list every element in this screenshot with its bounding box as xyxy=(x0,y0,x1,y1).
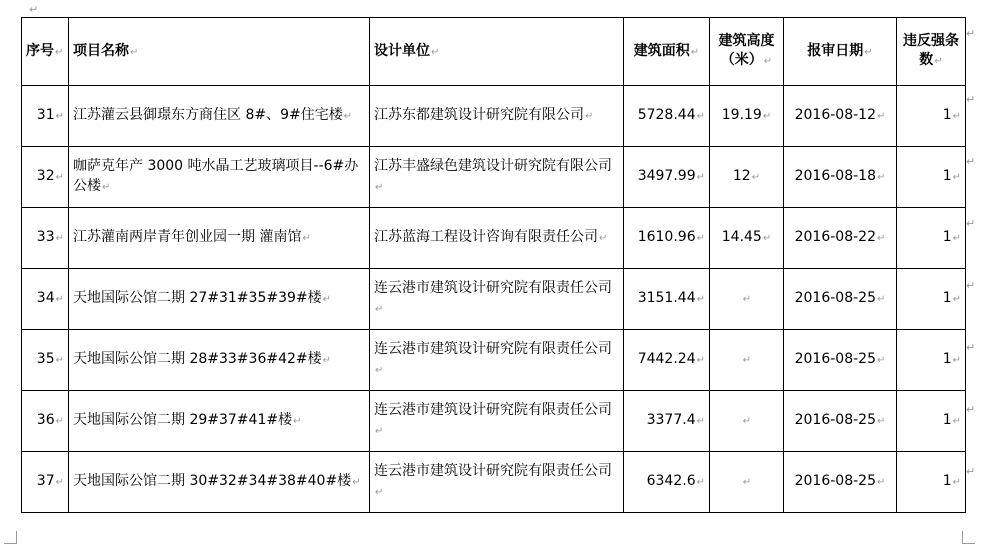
table-row xyxy=(22,147,966,208)
table-row xyxy=(22,452,966,513)
cell-date: 2016-08-25↵ xyxy=(784,452,897,513)
paragraph-mark-top: ↵ xyxy=(29,3,39,16)
cell-area: 3377.4↵ xyxy=(624,391,710,452)
table-row xyxy=(22,269,966,330)
cell-area: 7442.24↵ xyxy=(624,330,710,391)
row-end-mark: ↵ xyxy=(966,403,976,416)
cell-area: 1610.96↵ xyxy=(624,208,710,269)
row-end-mark: ↵ xyxy=(966,279,976,292)
cell-violations: 1↵ xyxy=(897,208,966,269)
header-violations: 违反强条数↵ xyxy=(897,18,966,86)
row-end-mark: ↵ xyxy=(966,341,976,354)
table-row xyxy=(22,330,966,391)
header-project: 项目名称↵ xyxy=(69,18,370,86)
cell-designer: 连云港市建筑设计研究院有限责任公司↵ xyxy=(370,452,624,513)
cell-project: 天地国际公馆二期 28#33#36#42#楼↵ xyxy=(69,330,370,391)
cell-date: 2016-08-25↵ xyxy=(784,391,897,452)
cell-date: 2016-08-18↵ xyxy=(784,147,897,208)
cell-violations: 1↵ xyxy=(897,391,966,452)
cell-project: 天地国际公馆二期 30#32#34#38#40#楼↵ xyxy=(69,452,370,513)
cell-designer: 连云港市建筑设计研究院有限责任公司↵ xyxy=(370,330,624,391)
header-date: 报审日期↵ xyxy=(784,18,897,86)
cell-area: 6342.6↵ xyxy=(624,452,710,513)
row-end-mark: ↵ xyxy=(966,93,976,106)
cell-designer: 连云港市建筑设计研究院有限责任公司↵ xyxy=(370,269,624,330)
cell-designer: 连云港市建筑设计研究院有限责任公司↵ xyxy=(370,391,624,452)
review-table xyxy=(21,17,966,513)
cell-date: 2016-08-12↵ xyxy=(784,86,897,147)
cell-height: 14.45↵ xyxy=(710,208,784,269)
cell-violations: 1↵ xyxy=(897,452,966,513)
cell-no: 34↵ xyxy=(22,269,69,330)
cell-designer: 江苏蓝海工程设计咨询有限责任公司↵ xyxy=(370,208,624,269)
cell-no: 32↵ xyxy=(22,147,69,208)
cell-area: 5728.44↵ xyxy=(624,86,710,147)
cell-project: 江苏灌云县御璟东方商住区 8#、9#住宅楼↵ xyxy=(69,86,370,147)
row-end-mark: ↵ xyxy=(966,155,976,168)
header-height: 建筑高度（米）↵ xyxy=(710,18,784,86)
header-no: 序号↵ xyxy=(22,18,69,86)
header-designer: 设计单位↵ xyxy=(370,18,624,86)
cell-no: 35↵ xyxy=(22,330,69,391)
cell-height: ↵ xyxy=(710,269,784,330)
cell-violations: 1↵ xyxy=(897,86,966,147)
cell-height: ↵ xyxy=(710,391,784,452)
cell-violations: 1↵ xyxy=(897,147,966,208)
cell-no: 36↵ xyxy=(22,391,69,452)
margin-corner-left xyxy=(4,531,17,544)
table-row xyxy=(22,86,966,147)
cell-height: 12↵ xyxy=(710,147,784,208)
cell-no: 37↵ xyxy=(22,452,69,513)
table-row xyxy=(22,208,966,269)
cell-designer: 江苏丰盛绿色建筑设计研究院有限公司↵ xyxy=(370,147,624,208)
cell-project: 咖萨克年产 3000 吨水晶工艺玻璃项目--6#办公楼↵ xyxy=(69,147,370,208)
cell-height: 19.19↵ xyxy=(710,86,784,147)
cell-area: 3151.44↵ xyxy=(624,269,710,330)
cell-height: ↵ xyxy=(710,452,784,513)
header-row xyxy=(22,18,966,86)
cell-violations: 1↵ xyxy=(897,269,966,330)
table-row xyxy=(22,391,966,452)
row-end-mark: ↵ xyxy=(966,465,976,478)
cell-date: 2016-08-22↵ xyxy=(784,208,897,269)
cell-violations: 1↵ xyxy=(897,330,966,391)
cell-height: ↵ xyxy=(710,330,784,391)
cell-project: 天地国际公馆二期 29#37#41#楼↵ xyxy=(69,391,370,452)
cell-project: 天地国际公馆二期 27#31#35#39#楼↵ xyxy=(69,269,370,330)
cell-area: 3497.99↵ xyxy=(624,147,710,208)
margin-corner-right xyxy=(962,531,975,544)
header-area: 建筑面积↵ xyxy=(624,18,710,86)
cell-no: 31↵ xyxy=(22,86,69,147)
row-end-mark: ↵ xyxy=(966,27,976,40)
row-end-mark: ↵ xyxy=(966,217,976,230)
cell-designer: 江苏东都建筑设计研究院有限公司↵ xyxy=(370,86,624,147)
cell-project: 江苏灌南两岸青年创业园一期 灌南馆↵ xyxy=(69,208,370,269)
cell-no: 33↵ xyxy=(22,208,69,269)
cell-date: 2016-08-25↵ xyxy=(784,330,897,391)
cell-date: 2016-08-25↵ xyxy=(784,269,897,330)
